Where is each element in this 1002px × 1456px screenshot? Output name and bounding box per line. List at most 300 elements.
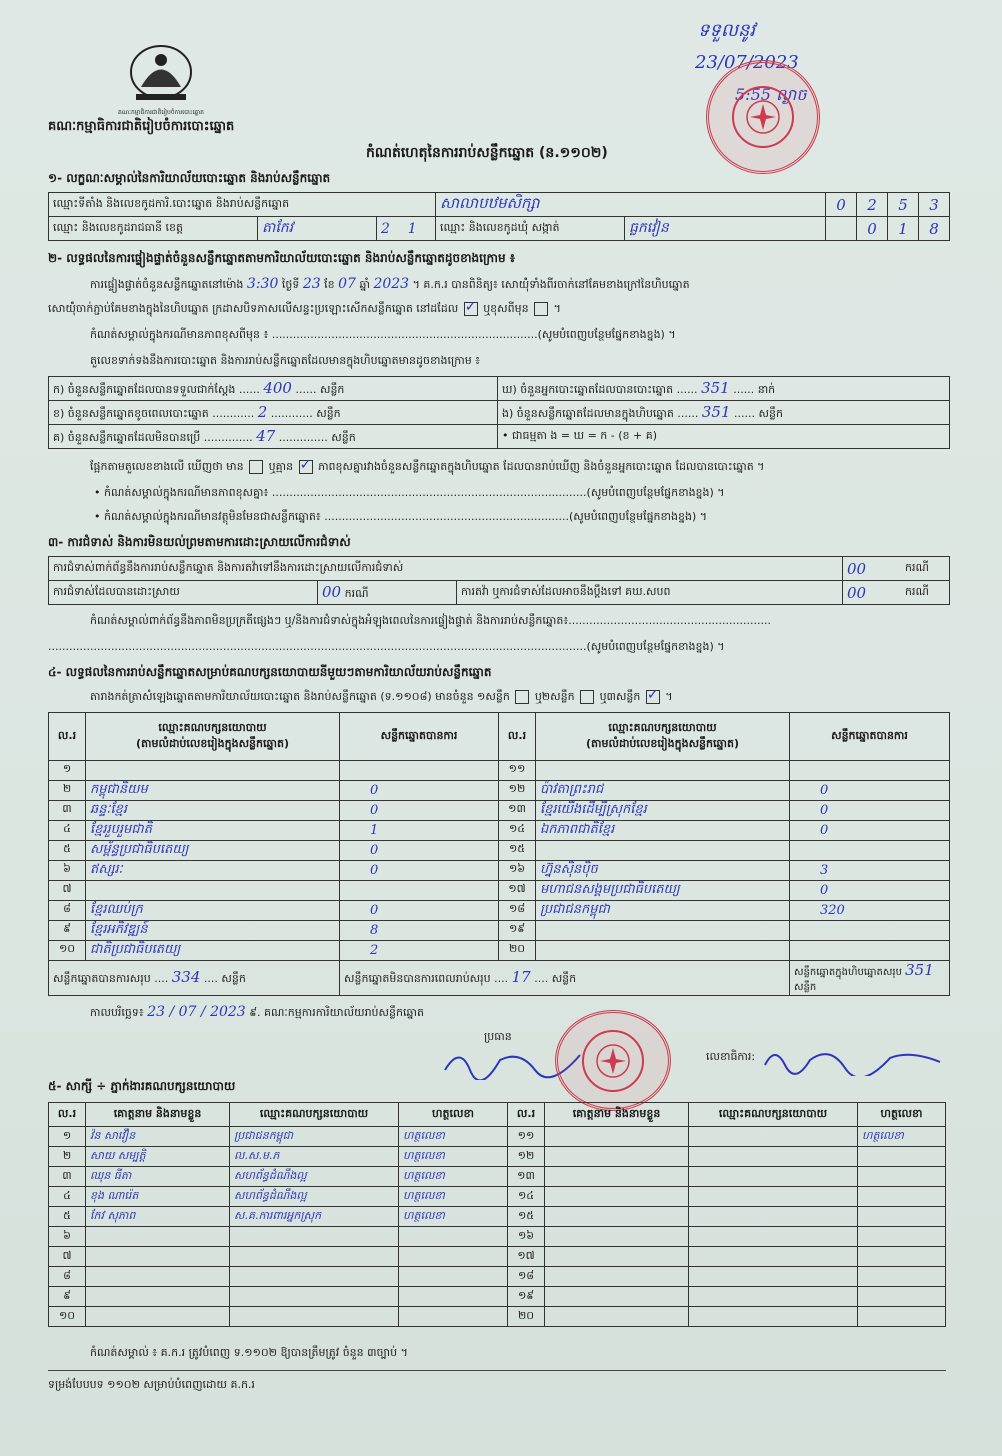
seal-icon <box>578 1026 648 1096</box>
witness-name <box>86 1227 230 1247</box>
secretary-signature <box>760 1040 950 1079</box>
witness-signature <box>858 1267 946 1287</box>
party-row <box>49 920 950 940</box>
witness-no: ១៨ <box>508 1267 545 1287</box>
witness-row <box>49 1147 946 1167</box>
intro-c: ឬ៣សន្លឹក <box>599 690 641 703</box>
total-box-unit: សន្លឹក <box>794 981 817 993</box>
party-votes: 0 <box>790 800 950 820</box>
section3-note: កំណត់សម្គាល់ពាក់ព័ន្ធនឹងភាពមិនប្រក្រតីផ្សេងៗ ឬ/និងការជំទាស់ក្នុងអំឡុងពេលនៃការផ្ទៀងផ្ទាត់ និងការរាប់សន្លឹកឆ្នោត៖.......................................................... <box>90 614 772 627</box>
witness-party <box>230 1247 399 1267</box>
logo-caption: គណៈកម្មាធិការជាតិរៀបចំការបោះឆ្នោត <box>118 109 204 116</box>
formula-text: ជាធម្មតា ង = ឃ = ក - (ខ + គ) <box>512 428 657 442</box>
objections-table <box>48 556 950 605</box>
witness-no: ១២ <box>508 1147 545 1167</box>
section2-para2: សោយ៉ុំចាក់ភ្ជាប់គែមខាងក្នុងនៃហិបឆ្នោត ក្រដាសបិទភាសលើសន្ទះប្រឡោះសើកសន្លឹកឆ្នោត នៅដដែល ✓ ឬខុសពីមុន ។ <box>48 302 561 318</box>
footnote: កំណត់សម្គាល់ ៖ គ.ក.រ ត្រូវបំពេញ ទ.១១០២ ឱ្យបានត្រឹមត្រូវ ចំនួន ៣ច្បាប់ ។ <box>90 1346 408 1359</box>
para2-opt2: ឬខុសពីមុន <box>483 302 529 315</box>
para5-c: ភាពខុសគ្នារវាងចំនួនសន្លឹកឆ្នោតក្នុងហិបឆ្នោត ដែលបានរាប់ឃើញ និងចំនួនអ្នកបោះឆ្នោត ដែលបានបោះឆ្នោត ។ <box>318 460 765 473</box>
party-no: ៣ <box>49 800 86 820</box>
intro-b: ឬ២សន្លឹក <box>534 690 575 703</box>
witness-row <box>49 1127 946 1147</box>
col-votes-left: សន្លឹកឆ្នោតបានការ <box>340 713 499 761</box>
check-year: 2023 <box>373 276 410 292</box>
witness-rows <box>49 1127 946 1327</box>
witness-name: កែវ សុភាព <box>86 1207 230 1227</box>
col-party-left <box>86 713 340 761</box>
section2-para4: តួលេខទាក់ទងនឹងការបោះឆ្នោត និងការរាប់សន្លឹកឆ្នោតដែលមានក្នុងហិបឆ្នោតមានដូចខាងក្រោម ៖ <box>90 354 481 367</box>
section3-title: ៣- ការជំទាស់ និងការមិនយល់ព្រមតាមការដោះស្រាយលើការជំទាស់ <box>48 535 351 549</box>
party-no: ១៦ <box>499 860 536 880</box>
province-code-2: 1 <box>407 220 417 237</box>
party-row <box>49 860 950 880</box>
witness-signature <box>858 1227 946 1247</box>
location-code-3: 5 <box>888 193 919 217</box>
witness-name <box>545 1227 689 1247</box>
commune-code-2: 1 <box>888 217 919 241</box>
witness-name <box>545 1127 689 1147</box>
party-row <box>49 761 950 781</box>
witness-no: ៣ <box>49 1167 86 1187</box>
para2-text: សោយ៉ុំចាក់ភ្ជាប់គែមខាងក្នុងនៃហិបឆ្នោត ក្រដាសបិទភាសលើសន្ទះប្រឡោះសើកសន្លឹកឆ្នោត នៅដដែល <box>48 302 459 315</box>
witness-name <box>545 1167 689 1187</box>
para1-c: ខែ <box>324 278 335 291</box>
party-row <box>49 780 950 800</box>
party-no: ៤ <box>49 820 86 840</box>
party-name: ខ្មែរអភិវឌ្ឍន៍ <box>86 920 340 940</box>
section3-note-tail: ..........................................................................................................................................................(សូមបំពេញបន្ថែមផ្នែកខាងខ្នង) ។ <box>48 640 725 653</box>
witness-signature <box>399 1227 508 1247</box>
witness-name <box>545 1207 689 1227</box>
figure-kh: ខ) ចំនួនសន្លឹកឆ្នោតខូចពេលបោះឆ្នោត ............ 2 ............ សន្លឹក <box>49 401 498 425</box>
section4-intro: តារាងកត់ត្រាសំឡេងឆ្នោតតាមការិយាល័យបោះឆ្នោត និងរាប់សន្លឹកឆ្នោត (ទ.១១០៨) មានចំនួន ១សន្លឹក ឬ២សន្លឹក ឬ៣សន្លឹក ✓ ។ <box>90 690 673 706</box>
president-label: ប្រធាន <box>484 1030 512 1043</box>
party-no: ២ <box>49 780 86 800</box>
two-sheet-checkbox[interactable] <box>580 690 594 704</box>
party-name <box>86 880 340 900</box>
party-votes: 0 <box>340 800 499 820</box>
party-name: ខ្មែរឈប់ក្រ <box>86 900 340 920</box>
witness-party: ប្រជាជនកម្ពុជា <box>230 1127 399 1147</box>
official-stamp-top <box>706 60 820 174</box>
party-rows <box>49 761 950 961</box>
total-box-cell <box>790 960 950 995</box>
objection-row2-unit: ករណី <box>344 586 369 600</box>
witness-row <box>49 1227 946 1247</box>
logo <box>126 42 196 108</box>
witness-signature: ហត្ថលេខា <box>399 1127 508 1147</box>
party-votes: 320 <box>790 900 950 920</box>
figure-k-value: 400 <box>263 378 292 397</box>
party-row <box>49 880 950 900</box>
witness-name <box>545 1287 689 1307</box>
party-name: ឯកភាពជាតិខ្មែរ <box>536 820 790 840</box>
witness-name <box>545 1147 689 1167</box>
emblem-icon <box>126 42 196 108</box>
col-party-right <box>536 713 790 761</box>
party-votes <box>790 761 950 781</box>
witness-no: ១៣ <box>508 1167 545 1187</box>
witness-party: ស.គ.ការពារអ្នកស្រុក <box>230 1207 399 1227</box>
party-no: ១០ <box>49 940 86 960</box>
witness-row <box>49 1167 946 1187</box>
figure-gh-label: ឃ) ចំនួនអ្នកបោះឆ្នោតដែលបានបោះឆ្នោត <box>502 382 674 396</box>
party-no: ៥ <box>49 840 86 860</box>
para1-e: ។ គ.ក.រ បានពិនិត្យ៖ សោយ៉ុំទាំងពីរចាក់នៅគែមខាងក្រៅនៃហិបឆ្នោត <box>412 278 690 291</box>
witness-no: ១៥ <box>508 1207 545 1227</box>
party-name: ឥស្សរៈ <box>86 860 340 880</box>
footer-rule <box>48 1370 946 1371</box>
total-valid-cell: សន្លឹកឆ្នោតបានការសរុប .... 334 .... សន្លឹក <box>49 960 340 995</box>
witness-party <box>689 1167 858 1187</box>
commune-code-spacer <box>826 217 857 241</box>
w-col-sign-left: ហត្ថលេខា <box>399 1103 508 1127</box>
witness-signature <box>858 1167 946 1187</box>
one-sheet-checkbox[interactable] <box>515 690 529 704</box>
party-votes: 1 <box>340 820 499 840</box>
objection-row2-label: ការជំទាស់ដែលបានដោះស្រាយ <box>49 581 318 605</box>
party-votes: 0 <box>340 860 499 880</box>
section2-title: ២- លទ្ធផលនៃការផ្ទៀងផ្ទាត់ចំនួនសន្លឹកឆ្នោតតាមការិយាល័យបោះឆ្នោត និងរាប់សន្លឹកឆ្នោតដូចខាងក្រោម ៖ <box>48 251 516 265</box>
received-label: ទទួលនូវ <box>698 20 756 41</box>
party-no: ៨ <box>49 900 86 920</box>
witness-no: ១១ <box>508 1127 545 1147</box>
province-code-1: 2 <box>381 220 390 237</box>
party-name <box>536 761 790 781</box>
witness-no: ២០ <box>508 1307 545 1327</box>
figure-gh-unit: នាក់ <box>757 382 776 396</box>
w-col-no-left: ល.រ <box>49 1103 86 1127</box>
party-row <box>49 820 950 840</box>
total-box-label: សន្លឹកឆ្នោតក្នុងហិបឆ្នោតសរុប <box>794 966 902 978</box>
witness-party <box>689 1207 858 1227</box>
section2-note2: • កំណត់សម្គាល់ក្នុងករណីមានវត្ថុមិនមែនជាសន្លឹកឆ្នោត៖ ......................................................................(សូមបំពេញបន្ថែមផ្នែកខាងខ្នង) ។ <box>94 510 707 523</box>
witness-no: ១៤ <box>508 1187 545 1207</box>
party-row <box>49 940 950 960</box>
party-no: ១៩ <box>499 920 536 940</box>
formula: • ជាធម្មតា ង = ឃ = ក - (ខ + គ) <box>498 425 950 449</box>
province-label: ឈ្មោះ និងលេខកូដរាជធានី ខេត្ត <box>49 217 258 241</box>
figure-k-label: ក) ចំនួនសន្លឹកឆ្នោតដែលបានទទួលជាក់ស្តែង <box>53 382 236 396</box>
witness-signature: ហត្ថលេខា <box>858 1127 946 1147</box>
commune-code-3: 8 <box>919 217 950 241</box>
party-name: ខ្មែរយើងដើម្បីស្រុកខ្មែរ <box>536 800 790 820</box>
witness-party <box>689 1267 858 1287</box>
witness-no: ១០ <box>49 1307 86 1327</box>
commune-code-1: 0 <box>857 217 888 241</box>
witness-signature <box>399 1287 508 1307</box>
figure-ko-value: 47 <box>256 426 276 445</box>
total-box-value: 351 <box>905 960 934 979</box>
para5-a: ផ្អែកតាមតួលេខខាងលើ ឃើញថា មាន <box>90 460 244 473</box>
witness-name <box>545 1187 689 1207</box>
figure-gh: ឃ) ចំនួនអ្នកបោះឆ្នោតដែលបានបោះឆ្នោត ...... 351 ...... នាក់ <box>498 377 950 401</box>
party-no: ៧ <box>49 880 86 900</box>
witness-name <box>86 1247 230 1267</box>
party-name <box>536 840 790 860</box>
form-title: កំណត់ហេតុនៃការរាប់សន្លឹកឆ្នោត (ន.១១០២) <box>366 145 608 161</box>
witness-signature <box>858 1207 946 1227</box>
w-col-name-left: គោត្តនាម និងនាមខ្លួន <box>86 1103 230 1127</box>
witness-no: ១៩ <box>508 1287 545 1307</box>
witness-row <box>49 1187 946 1207</box>
objection-row2-label2: ការតវ៉ា ឬការជំទាស់ដែលអាចនឹងប្តឹងទៅ គឃ.សបព <box>457 581 843 605</box>
section2-note1: • កំណត់សម្គាល់ក្នុងករណីមានភាពខុសគ្នា៖ ..........................................................................................(សូមបំពេញបន្ថែមផ្នែកខាងខ្នង) ។ <box>94 486 725 499</box>
witness-table <box>48 1102 946 1327</box>
seal-icon <box>728 82 798 152</box>
witness-row <box>49 1307 946 1327</box>
figure-ng: ង) ចំនួនសន្លឹកឆ្នោតដែលមានក្នុងហិបឆ្នោត ...... 351 ...... សន្លឹក <box>498 401 950 425</box>
w-col-no-right: ល.រ <box>508 1103 545 1127</box>
witness-name <box>545 1247 689 1267</box>
province-value: តាកែវ <box>258 217 377 241</box>
received-time: 5:55 ល្ងាច <box>735 85 807 104</box>
unchanged-checkbox[interactable] <box>464 302 478 316</box>
figure-ko-label: គ) ចំនួនសន្លឹកឆ្នោតដែលមិនបានប្រើ <box>53 430 201 444</box>
witness-no: ៦ <box>49 1227 86 1247</box>
party-name: ហ្វ៊ុនស៊ិនប៉ិច <box>536 860 790 880</box>
col-party-left-title: ឈ្មោះគណបក្សនយោបាយ <box>158 720 267 734</box>
party-name <box>536 940 790 960</box>
party-no: ១៨ <box>499 900 536 920</box>
witness-name <box>86 1267 230 1287</box>
witness-no: ១ <box>49 1127 86 1147</box>
para1-a: ការផ្ទៀងផ្ទាត់ចំនួនសន្លឹកឆ្នោតនៅម៉ោង <box>90 278 244 291</box>
witness-no: ៥ <box>49 1207 86 1227</box>
witness-signature <box>858 1247 946 1267</box>
org-title: គណៈកម្មាធិការជាតិរៀបចំការបោះឆ្នោត <box>48 119 235 134</box>
witness-name: សាយ សម្បត្តិ <box>86 1147 230 1167</box>
figure-k: ក) ចំនួនសន្លឹកឆ្នោតដែលបានទទួលជាក់ស្តែង ...... 400 ...... សន្លឹក <box>49 377 498 401</box>
footer: ទម្រង់បែបបទ ១១០២ សម្រាប់បំពេញដោយ គ.ក.រ <box>48 1378 255 1391</box>
witness-signature <box>399 1307 508 1327</box>
party-no: ១៧ <box>499 880 536 900</box>
figure-kh-value: 2 <box>257 402 268 421</box>
witness-signature: ហត្ថលេខា <box>399 1167 508 1187</box>
witness-party <box>230 1287 399 1307</box>
party-votes <box>790 920 950 940</box>
party-no: ១៤ <box>499 820 536 840</box>
witness-signature <box>399 1267 508 1287</box>
party-name <box>86 761 340 781</box>
party-no: ៩ <box>49 920 86 940</box>
witness-signature <box>858 1147 946 1167</box>
witness-no: ៨ <box>49 1267 86 1287</box>
check-time: 3:30 <box>246 276 279 292</box>
figure-ko: គ) ចំនួនសន្លឹកឆ្នោតដែលមិនបានប្រើ .............. 47 .............. សន្លឹក <box>49 425 498 449</box>
party-name: កម្ពុជានិយម <box>86 780 340 800</box>
party-votes: 0 <box>340 900 499 920</box>
party-row <box>49 900 950 920</box>
witness-party <box>689 1307 858 1327</box>
party-votes <box>340 761 499 781</box>
three-sheet-checkbox[interactable] <box>646 690 660 704</box>
figure-ko-unit: សន្លឹក <box>331 430 356 444</box>
w-col-sign-right: ហត្ថលេខា <box>858 1103 946 1127</box>
figure-gh-value: 351 <box>701 378 730 397</box>
party-no: ១១ <box>499 761 536 781</box>
party-name: ជាតិប្រជាធិបតេយ្យ <box>86 940 340 960</box>
party-no: ១៥ <box>499 840 536 860</box>
witness-name <box>545 1267 689 1287</box>
total-valid-value: 334 <box>171 967 201 986</box>
section2-para3: កំណត់សម្គាល់ក្នុងករណីមានភាពខុសពីមុន ៖ ............................................................................(សូមបំពេញបន្ថែមផ្នែកខាងខ្នង) ។ <box>90 328 676 341</box>
col-votes-right: សន្លឹកឆ្នោតបានការ <box>790 713 950 761</box>
witness-party <box>689 1147 858 1167</box>
figure-ng-unit: សន្លឹក <box>758 406 783 420</box>
witness-party <box>230 1227 399 1247</box>
witness-party <box>230 1307 399 1327</box>
secretary-label: លេខាធិការ: <box>706 1050 756 1063</box>
para5-b: ឬគ្មាន <box>268 460 294 473</box>
witness-party: សហព័ន្ធដំណឹងល្អ <box>230 1187 399 1207</box>
witness-party <box>689 1247 858 1267</box>
figure-k-unit: សន្លឹក <box>319 382 345 396</box>
objection-row2-unit2: ករណី <box>901 581 950 605</box>
w-col-party-left: ឈ្មោះគណបក្សនយោបាយ <box>230 1103 399 1127</box>
witness-party <box>689 1187 858 1207</box>
col-no-right: ល.រ <box>499 713 536 761</box>
witness-name <box>86 1307 230 1327</box>
witness-row <box>49 1207 946 1227</box>
date-value: 23 / 07 / 2023 <box>147 1004 246 1020</box>
objection-row1-label: ការជំទាស់ពាក់ព័ន្ធនឹងការរាប់សន្លឹកឆ្នោត និងការតវ៉ាទៅនឹងការដោះស្រាយលើការជំទាស់ <box>49 557 843 581</box>
witness-signature <box>399 1247 508 1267</box>
col-party-right-sub: (តាមលំដាប់លេខរៀងក្នុងសន្លឹកឆ្នោត) <box>586 736 739 750</box>
total-invalid-value: 17 <box>511 967 531 986</box>
section4-title: ៤- លទ្ធផលនៃការរាប់សន្លឹកឆ្នោតសម្រាប់គណបក្សនយោបាយនីមួយៗតាមការិយាល័យរាប់សន្លឹកឆ្នោត <box>48 665 492 679</box>
witness-no: ៧ <box>49 1247 86 1267</box>
witness-name <box>545 1307 689 1327</box>
party-name: មហាជនសង្គមប្រជាធិបតេយ្យ <box>536 880 790 900</box>
official-stamp-bottom <box>555 1010 671 1111</box>
figure-ng-value: 351 <box>701 402 731 421</box>
witness-row <box>49 1287 946 1307</box>
party-votes <box>340 880 499 900</box>
col-party-left-sub: (តាមលំដាប់លេខរៀងក្នុងសន្លឹកឆ្នោត) <box>136 736 289 750</box>
party-votes: 2 <box>340 940 499 960</box>
party-name: ប៉ាវតាព្រះរាជ <box>536 780 790 800</box>
intro-a: តារាងកត់ត្រាសំឡេងឆ្នោតតាមការិយាល័យបោះឆ្នោត និងរាប់សន្លឹកឆ្នោត (ទ.១១០៨) មានចំនួន ១សន្លឹក <box>90 690 510 703</box>
party-name: ប្រជាជនកម្ពុជា <box>536 900 790 920</box>
party-row <box>49 840 950 860</box>
location-label: ឈ្មោះទីតាំង និងលេខកូដការិ.បោះឆ្នោត និងរាប់សន្លឹកឆ្នោត <box>49 193 436 217</box>
section1-table <box>48 192 950 241</box>
witness-party <box>689 1227 858 1247</box>
witness-row <box>49 1267 946 1287</box>
witness-party: ល.ស.ម.ភ <box>230 1147 399 1167</box>
w-col-party-right: ឈ្មោះគណបក្សនយោបាយ <box>689 1103 858 1127</box>
witness-name: ខុង ណារ៉េត <box>86 1187 230 1207</box>
party-no: ១៣ <box>499 800 536 820</box>
witness-party <box>689 1287 858 1307</box>
section5-title: ៥- សាក្សី ÷ ភ្នាក់ងារគណបក្សនយោបាយ <box>48 1079 236 1093</box>
objection-row2-value: 00 <box>322 582 342 601</box>
party-votes: 0 <box>340 840 499 860</box>
witness-name: ឈុន ធីតា <box>86 1167 230 1187</box>
witness-signature: ហត្ថលេខា <box>399 1187 508 1207</box>
location-code-4: 3 <box>919 193 950 217</box>
party-name: សម្ព័ន្ធប្រជាធិបតេយ្យ <box>86 840 340 860</box>
date-line <box>90 1004 424 1022</box>
total-invalid-cell: សន្លឹកឆ្នោតមិនបានការពេលរាប់សរុប .... 17 .... សន្លឹក <box>340 960 790 995</box>
date-label: កាលបរិច្ឆេទ៖ <box>90 1006 144 1019</box>
section2-para5 <box>90 460 764 476</box>
witness-no: ១៦ <box>508 1227 545 1247</box>
witness-row <box>49 1247 946 1267</box>
witness-party: សហព័ន្ធដំណឹងល្អ <box>230 1167 399 1187</box>
received-date: 23/07/2023 <box>695 52 799 73</box>
total-valid-unit: សន្លឹក <box>221 971 246 985</box>
party-name: ឆន្ទៈខ្មែរ <box>86 800 340 820</box>
total-invalid-unit: សន្លឹក <box>551 971 577 985</box>
party-votes <box>790 940 950 960</box>
witness-party <box>230 1267 399 1287</box>
check-month: 07 <box>338 276 356 292</box>
witness-signature <box>858 1307 946 1327</box>
figure-ng-label: ង) ចំនួនសន្លឹកឆ្នោតដែលមានក្នុងហិបឆ្នោត <box>502 406 674 420</box>
w-col-name-right: គោត្តនាម និងនាមខ្លួន <box>545 1103 689 1127</box>
witness-signature <box>858 1287 946 1307</box>
witness-no: ២ <box>49 1147 86 1167</box>
party-votes: 8 <box>340 920 499 940</box>
province-code <box>377 217 436 241</box>
section2-para1 <box>90 276 690 294</box>
objection-row2-value-cell <box>318 581 457 605</box>
ballot-figures-table <box>48 376 950 449</box>
committee-label: ៩. គណៈកម្មការការិយាល័យរាប់សន្លឹកឆ្នោត <box>249 1006 424 1019</box>
party-name <box>536 920 790 940</box>
para1-b: ថ្ងៃទី <box>281 278 300 291</box>
commune-value: ធ្លកវៀន <box>625 217 826 241</box>
party-votes: 0 <box>790 880 950 900</box>
party-votes <box>790 840 950 860</box>
witness-name: វ៉ន សាវឿន <box>86 1127 230 1147</box>
figure-kh-unit: សន្លឹក <box>316 406 341 420</box>
objection-row2-value2: 00 <box>843 581 902 605</box>
signature-icon <box>760 1040 950 1076</box>
total-invalid-label: សន្លឹកឆ្នោតមិនបានការពេលរាប់សរុប <box>344 971 491 985</box>
party-votes: 0 <box>790 780 950 800</box>
party-no: ១ <box>49 761 86 781</box>
col-no-left: ល.រ <box>49 713 86 761</box>
witness-name <box>86 1287 230 1307</box>
objection-row1-value: 00 <box>843 557 902 581</box>
col-party-right-title: ឈ្មោះគណបក្សនយោបាយ <box>608 720 717 734</box>
check-day: 23 <box>302 276 321 292</box>
objection-row1-unit: ករណី <box>901 557 950 581</box>
total-valid-label: សន្លឹកឆ្នោតបានការសរុប <box>53 971 151 985</box>
no-difference-checkbox[interactable] <box>299 460 313 474</box>
party-no: ២០ <box>499 940 536 960</box>
location-code-1: 0 <box>826 193 857 217</box>
party-no: ៦ <box>49 860 86 880</box>
witness-no: ៤ <box>49 1187 86 1207</box>
party-row <box>49 800 950 820</box>
location-code-2: 2 <box>857 193 888 217</box>
witness-signature: ហត្ថលេខា <box>399 1207 508 1227</box>
party-votes: 0 <box>340 780 499 800</box>
witness-signature <box>858 1187 946 1207</box>
witness-party <box>689 1127 858 1147</box>
witness-no: ១៧ <box>508 1247 545 1267</box>
has-difference-checkbox[interactable] <box>249 460 263 474</box>
changed-checkbox[interactable] <box>534 302 548 316</box>
party-votes: 3 <box>790 860 950 880</box>
commune-label: ឈ្មោះ និងលេខកូដឃុំ សង្កាត់ <box>436 217 625 241</box>
party-votes: 0 <box>790 820 950 840</box>
party-name: ខ្មែររួបរួមជាតិ <box>86 820 340 840</box>
